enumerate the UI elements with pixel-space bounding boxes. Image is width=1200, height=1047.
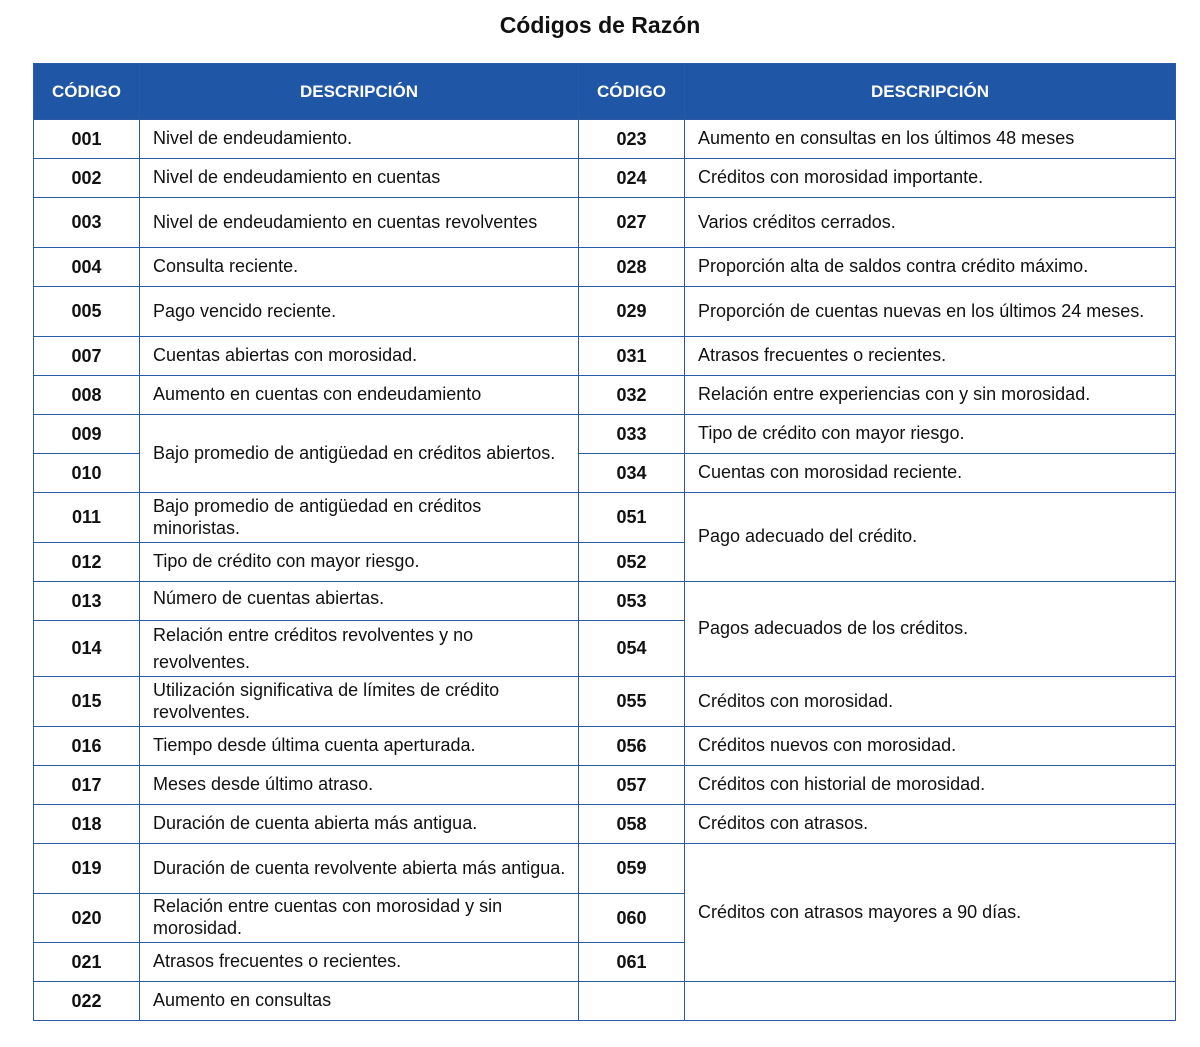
description-cell: Bajo promedio de antigüedad en créditos abiertos.	[140, 415, 579, 493]
description-cell: Consulta reciente.	[140, 248, 579, 287]
description-cell: Relación entre cuentas con morosidad y sin morosidad.	[140, 894, 579, 943]
code-cell: 003	[34, 198, 140, 248]
code-cell	[579, 982, 685, 1021]
description-cell: Utilización significativa de límites de crédito revolventes.	[140, 677, 579, 727]
description-cell: Aumento en consultas	[140, 982, 579, 1021]
code-cell: 031	[579, 337, 685, 376]
description-cell: Meses desde último atraso.	[140, 766, 579, 805]
code-cell: 011	[34, 493, 140, 543]
description-cell: Proporción de cuentas nuevas en los últimos 24 meses.	[685, 287, 1176, 337]
code-cell: 012	[34, 543, 140, 582]
description-cell: Número de cuentas abiertas.	[140, 582, 579, 621]
code-cell: 015	[34, 677, 140, 727]
code-cell: 013	[34, 582, 140, 621]
code-cell: 058	[579, 805, 685, 844]
description-cell: Créditos con morosidad.	[685, 677, 1176, 727]
code-cell: 028	[579, 248, 685, 287]
code-cell: 004	[34, 248, 140, 287]
code-cell: 018	[34, 805, 140, 844]
table-row	[34, 805, 1176, 844]
code-cell: 029	[579, 287, 685, 337]
code-cell: 020	[34, 894, 140, 943]
code-cell: 034	[579, 454, 685, 493]
description-cell: Varios créditos cerrados.	[685, 198, 1176, 248]
description-cell: Nivel de endeudamiento.	[140, 120, 579, 159]
code-cell: 024	[579, 159, 685, 198]
description-cell: Créditos con atrasos mayores a 90 días.	[685, 844, 1176, 982]
code-cell: 054	[579, 621, 685, 677]
reason-codes-table	[33, 63, 1176, 1021]
code-cell: 001	[34, 120, 140, 159]
code-cell: 061	[579, 943, 685, 982]
description-cell: Créditos nuevos con morosidad.	[685, 727, 1176, 766]
code-cell: 017	[34, 766, 140, 805]
description-header: DESCRIPCIÓN	[140, 64, 579, 120]
table-row	[34, 766, 1176, 805]
table-row	[34, 677, 1176, 727]
description-cell: Pagos adecuados de los créditos.	[685, 582, 1176, 677]
table-row	[34, 582, 1176, 621]
code-cell: 014	[34, 621, 140, 677]
description-cell: Tipo de crédito con mayor riesgo.	[140, 543, 579, 582]
code-cell: 021	[34, 943, 140, 982]
description-cell: Proporción alta de saldos contra crédito máximo.	[685, 248, 1176, 287]
code-cell: 056	[579, 727, 685, 766]
description-cell: Créditos con historial de morosidad.	[685, 766, 1176, 805]
description-cell: Nivel de endeudamiento en cuentas revolventes	[140, 198, 579, 248]
code-cell: 022	[34, 982, 140, 1021]
page-title: Códigos de Razón	[499, 12, 701, 38]
table-row	[34, 844, 1176, 894]
header-row	[34, 64, 1176, 120]
table-row	[34, 982, 1176, 1021]
code-header: CÓDIGO	[579, 64, 685, 120]
description-cell: Nivel de endeudamiento en cuentas	[140, 159, 579, 198]
code-cell: 060	[579, 894, 685, 943]
description-cell: Aumento en cuentas con endeudamiento	[140, 376, 579, 415]
description-cell: Créditos con morosidad importante.	[685, 159, 1176, 198]
description-cell: Relación entre experiencias con y sin morosidad.	[685, 376, 1176, 415]
description-cell: Duración de cuenta revolvente abierta más antigua.	[140, 844, 579, 894]
code-cell: 008	[34, 376, 140, 415]
table-row	[34, 248, 1176, 287]
table-row	[34, 493, 1176, 543]
description-cell: Cuentas con morosidad reciente.	[685, 454, 1176, 493]
description-cell: Duración de cuenta abierta más antigua.	[140, 805, 579, 844]
code-cell: 027	[579, 198, 685, 248]
code-cell: 055	[579, 677, 685, 727]
description-cell: Tiempo desde última cuenta aperturada.	[140, 727, 579, 766]
code-cell: 032	[579, 376, 685, 415]
description-cell: Pago vencido reciente.	[140, 287, 579, 337]
table-row	[34, 159, 1176, 198]
code-cell: 053	[579, 582, 685, 621]
description-cell: Créditos con atrasos.	[685, 805, 1176, 844]
code-cell: 016	[34, 727, 140, 766]
description-cell: Bajo promedio de antigüedad en créditos minoristas.	[140, 493, 579, 543]
description-cell: Cuentas abiertas con morosidad.	[140, 337, 579, 376]
code-cell: 023	[579, 120, 685, 159]
table-row	[34, 120, 1176, 159]
description-cell	[685, 982, 1176, 1021]
table-row	[34, 415, 1176, 454]
table-row	[34, 287, 1176, 337]
code-cell: 007	[34, 337, 140, 376]
description-cell: Atrasos frecuentes o recientes.	[685, 337, 1176, 376]
table-row	[34, 376, 1176, 415]
description-cell: Atrasos frecuentes o recientes.	[140, 943, 579, 982]
description-cell: Pago adecuado del crédito.	[685, 493, 1176, 582]
table-row	[34, 198, 1176, 248]
description-header: DESCRIPCIÓN	[685, 64, 1176, 120]
code-header: CÓDIGO	[34, 64, 140, 120]
table-row	[34, 727, 1176, 766]
description-cell: Aumento en consultas en los últimos 48 meses	[685, 120, 1176, 159]
code-cell: 019	[34, 844, 140, 894]
code-cell: 005	[34, 287, 140, 337]
description-cell: Relación entre créditos revolventes y no revolventes.	[140, 621, 579, 677]
code-cell: 002	[34, 159, 140, 198]
code-cell: 010	[34, 454, 140, 493]
code-cell: 009	[34, 415, 140, 454]
table-row	[34, 337, 1176, 376]
code-cell: 057	[579, 766, 685, 805]
code-cell: 052	[579, 543, 685, 582]
description-cell: Tipo de crédito con mayor riesgo.	[685, 415, 1176, 454]
code-cell: 051	[579, 493, 685, 543]
code-cell: 059	[579, 844, 685, 894]
code-cell: 033	[579, 415, 685, 454]
